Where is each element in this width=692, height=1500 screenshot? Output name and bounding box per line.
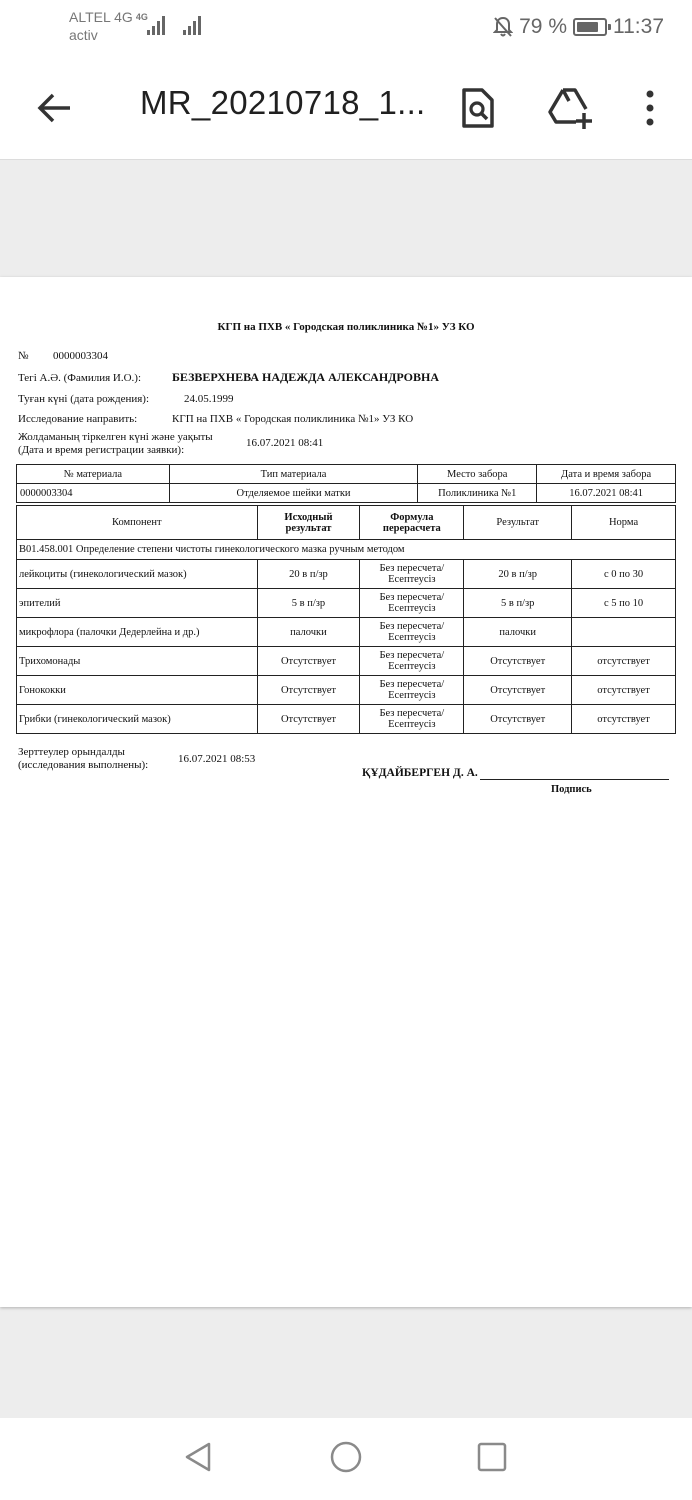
formula-line-2: Есептеусіз [388, 603, 436, 614]
formula-line-2: Есептеусіз [388, 632, 436, 643]
clinic-header: КГП на ПХВ « Городская поликлиника №1» УЗ КО [217, 321, 475, 333]
signal-strength-icon [146, 14, 168, 36]
row-initial: палочки [257, 618, 360, 647]
material-place: Поликлиника №1 [418, 484, 537, 503]
material-table [16, 464, 676, 503]
status-right [493, 14, 664, 40]
table-row [17, 589, 676, 618]
row-norm: отсутствует [572, 705, 676, 734]
material-header-row [17, 465, 676, 484]
name-label: Тегі А.Ә. (Фамилия И.О.): [18, 372, 142, 384]
header-initial [257, 506, 360, 540]
signature-caption: Подпись [551, 784, 592, 795]
table-row [17, 705, 676, 734]
row-initial: Отсутствует [257, 705, 360, 734]
row-norm: с 5 по 10 [572, 589, 676, 618]
row-initial: 20 в п/зр [257, 560, 360, 589]
row-result: 5 в п/зр [464, 589, 572, 618]
sent-to-label: Исследование направить: [18, 413, 138, 425]
row-component: микрофлора (палочки Дедерлейна и др.) [17, 618, 258, 647]
completed-value: 16.07.2021 08:53 [178, 753, 256, 765]
document-page[interactable] [0, 277, 692, 1307]
header-component: Компонент [17, 506, 258, 540]
material-header-cell: Место забора [418, 465, 537, 484]
row-result: Отсутствует [464, 705, 572, 734]
material-row [17, 484, 676, 503]
formula-line-1: Без пересчета/ [379, 708, 445, 719]
material-header-cell: Дата и время забора [537, 465, 676, 484]
row-norm: отсутствует [572, 647, 676, 676]
navigation-bar [0, 1418, 692, 1500]
header-formula-2: перерасчета [382, 522, 441, 534]
row-formula [360, 589, 464, 618]
row-initial: 5 в п/зр [257, 589, 360, 618]
row-result: палочки [464, 618, 572, 647]
row-component: лейкоциты (гинекологический мазок) [17, 560, 258, 589]
drive-add-icon[interactable] [546, 84, 594, 132]
status-bar [0, 0, 692, 56]
header-formula [360, 506, 464, 540]
row-component: Гонококки [17, 676, 258, 705]
back-arrow-icon[interactable] [32, 86, 76, 130]
nav-back-icon[interactable] [181, 1440, 215, 1474]
header-norm: Норма [572, 506, 676, 540]
signer-name: ҚҰДАЙБЕРГЕН Д. А. [362, 767, 478, 779]
formula-line-1: Без пересчета/ [379, 679, 445, 690]
dob-label: Туған күні (дата рождения): [18, 393, 150, 405]
table-row [17, 647, 676, 676]
signature-line [480, 779, 669, 780]
bell-off-icon [493, 16, 513, 38]
battery-icon [573, 18, 607, 36]
carrier-info [69, 8, 148, 44]
row-formula [360, 676, 464, 705]
sent-to-value: КГП на ПХВ « Городская поликлиника №1» УЗ КО [172, 413, 414, 425]
order-number-value: 0000003304 [53, 350, 108, 362]
registration-label-ru: (Дата и время регистрации заявки): [18, 444, 185, 456]
registration-label [18, 431, 213, 457]
table-row [17, 560, 676, 589]
row-formula [360, 705, 464, 734]
clock: 11:37 [613, 15, 664, 38]
row-initial: Отсутствует [257, 647, 360, 676]
formula-line-1: Без пересчета/ [379, 650, 445, 661]
battery-percent: 79 % [519, 15, 567, 38]
material-type: Отделяемое шейки матки [169, 484, 418, 503]
row-norm: отсутствует [572, 676, 676, 705]
nav-recents-icon[interactable] [475, 1440, 509, 1474]
results-table [16, 505, 676, 734]
row-component: Грибки (гинекологический мазок) [17, 705, 258, 734]
row-norm: с 0 по 30 [572, 560, 676, 589]
completed-label-ru: (исследования выполнены): [18, 759, 149, 771]
registration-value: 16.07.2021 08:41 [246, 437, 324, 449]
more-vert-icon[interactable] [626, 84, 674, 132]
registration-label-kz: Жолдаманың тіркелген күні және уақыты [18, 431, 213, 443]
doc-search-icon[interactable] [454, 84, 502, 132]
row-result: 20 в п/зр [464, 560, 572, 589]
formula-line-2: Есептеусіз [388, 661, 436, 672]
completed-label [18, 746, 148, 772]
table-row [17, 676, 676, 705]
section-row [17, 540, 676, 560]
section-title: B01.458.001 Определение степени чистоты гинекологического мазка ручным методом [17, 540, 676, 560]
signal-strength-icon-2 [182, 14, 204, 36]
material-header-cell: Тип материала [169, 465, 418, 484]
row-formula [360, 647, 464, 676]
results-header-row [17, 506, 676, 540]
row-component: эпителий [17, 589, 258, 618]
patient-name: БЕЗВЕРХНЕВА НАДЕЖДА АЛЕКСАНДРОВНА [172, 370, 440, 384]
row-initial: Отсутствует [257, 676, 360, 705]
carrier-sub: activ [69, 27, 98, 43]
formula-line-1: Без пересчета/ [379, 621, 445, 632]
formula-line-1: Без пересчета/ [379, 592, 445, 603]
header-formula-1: Формула [390, 511, 434, 523]
material-number: 0000003304 [17, 484, 170, 503]
header-initial-1: Исходный [284, 511, 333, 523]
material-datetime: 16.07.2021 08:41 [537, 484, 676, 503]
material-header-cell: № материала [17, 465, 170, 484]
row-formula [360, 560, 464, 589]
formula-line-1: Без пересчета/ [379, 563, 445, 574]
formula-line-2: Есептеусіз [388, 574, 436, 585]
order-number-label: № [18, 350, 29, 362]
row-norm [572, 618, 676, 647]
table-row [17, 618, 676, 647]
dob-value: 24.05.1999 [184, 393, 234, 405]
completed-label-kz: Зерттеулер орындалды [18, 746, 125, 758]
document-title: MR_20210718_1... [140, 84, 426, 121]
row-result: Отсутствует [464, 647, 572, 676]
header-initial-2: результат [285, 522, 332, 534]
formula-line-2: Есептеусіз [388, 719, 436, 730]
header-result: Результат [464, 506, 572, 540]
nav-home-icon[interactable] [329, 1440, 363, 1474]
row-component: Трихомонады [17, 647, 258, 676]
row-result: Отсутствует [464, 676, 572, 705]
network-type: 4G [135, 12, 148, 22]
carrier-name: ALTEL 4G [69, 9, 133, 25]
row-formula [360, 618, 464, 647]
formula-line-2: Есептеусіз [388, 690, 436, 701]
app-bar [0, 56, 692, 160]
